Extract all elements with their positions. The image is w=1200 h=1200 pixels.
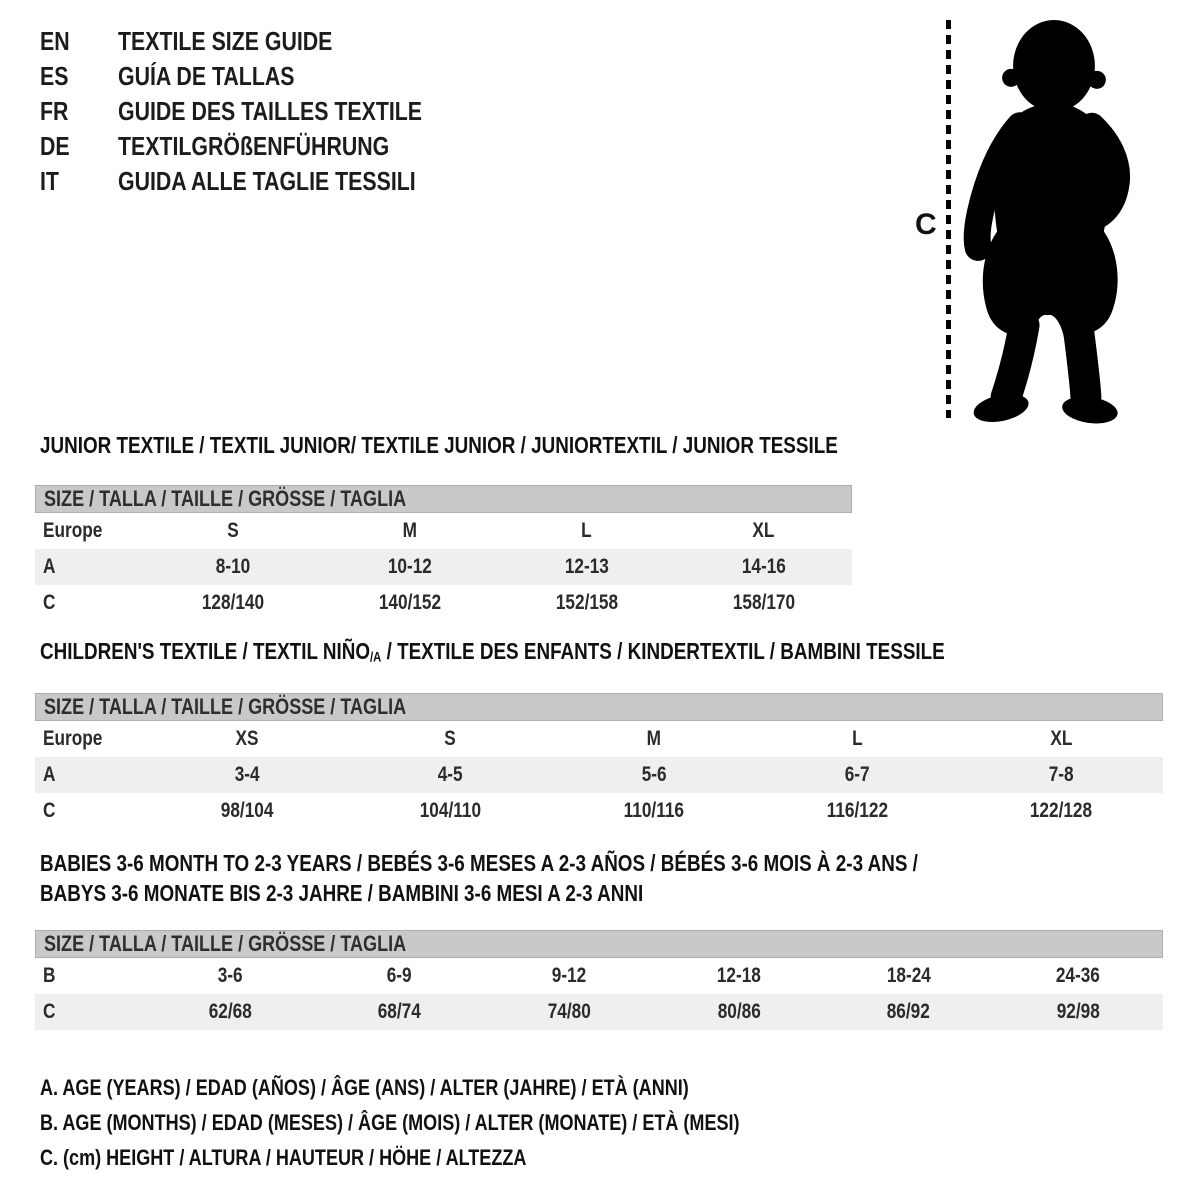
age-cell: 5-6	[641, 763, 667, 786]
age-cell: 4-5	[437, 763, 463, 786]
table-row-age-months	[35, 958, 1163, 994]
size-cell: S	[227, 519, 240, 542]
age-cell: 6-9	[387, 964, 412, 987]
guide-title-en: TEXTILE SIZE GUIDE	[118, 26, 333, 56]
row-label: Europe	[43, 519, 103, 542]
height-cell: 116/122	[826, 799, 889, 822]
age-cell: 12-13	[564, 555, 609, 578]
guide-title-fr: GUIDE DES TAILLES TEXTILE	[118, 96, 423, 126]
guide-title-es: GUÍA DE TALLAS	[118, 61, 295, 91]
height-cell: 122/128	[1030, 799, 1093, 822]
language-title-block	[40, 24, 489, 199]
age-cell: 18-24	[886, 964, 931, 987]
footnote-age-months: B. AGE (MONTHS) / EDAD (MESES) / ÂGE (MOIS) / ALTER (MONATE) / ETÀ (MESI)	[40, 1109, 740, 1135]
size-cell: L	[852, 727, 863, 750]
height-cell: 80/86	[717, 1000, 761, 1023]
table-row-height-cm	[35, 994, 1163, 1030]
row-label: Europe	[43, 727, 103, 750]
language-row-it	[40, 164, 489, 199]
age-cell: 8-10	[216, 555, 251, 578]
language-code: DE	[40, 131, 70, 161]
height-cell: 152/158	[555, 591, 618, 614]
table-row-europe	[35, 513, 852, 549]
row-label: C	[43, 1000, 56, 1023]
language-code: IT	[40, 166, 59, 196]
row-label: C	[43, 591, 56, 614]
height-cell: 98/104	[220, 799, 274, 822]
guide-title-de: TEXTILGRÖßENFÜHRUNG	[118, 131, 390, 161]
age-cell: 3-4	[234, 763, 260, 786]
height-cell: 86/92	[886, 1000, 931, 1023]
height-cell: 158/170	[732, 591, 795, 614]
row-label: A	[43, 555, 56, 578]
guide-title-it: GUIDA ALLE TAGLIE TESSILI	[118, 166, 416, 196]
table-row-age-years	[35, 757, 1163, 793]
language-code: EN	[40, 26, 70, 56]
size-cell: L	[581, 519, 593, 542]
age-cell: 14-16	[741, 555, 786, 578]
age-cell: 7-8	[1048, 763, 1074, 786]
section-title-babies	[35, 848, 1163, 908]
language-code: FR	[40, 96, 69, 126]
size-header-bar-junior: SIZE / TALLA / TAILLE / GRÖSSE / TAGLIA	[35, 485, 852, 513]
age-cell: 6-7	[845, 763, 871, 786]
language-row-en	[40, 24, 489, 59]
height-cell: 140/152	[378, 591, 442, 614]
section-title-children: CHILDREN'S TEXTILE / TEXTIL NIÑO/A / TEXTILE DES ENFANTS / KINDERTEXTIL / BAMBINI TESSILE	[40, 638, 945, 665]
size-cell: M	[646, 727, 662, 750]
size-cell: XS	[235, 727, 259, 750]
table-row-height-cm	[35, 585, 852, 621]
height-measure-dashed-line	[946, 20, 951, 418]
childrens-textile-section	[35, 638, 1163, 829]
row-label: A	[43, 763, 56, 786]
height-cell: 128/140	[202, 591, 265, 614]
language-row-fr	[40, 94, 489, 129]
nino-a-subscript: /A	[370, 649, 382, 665]
junior-textile-section	[35, 432, 852, 621]
size-cell: XL	[1050, 727, 1073, 750]
age-cell: 9-12	[551, 964, 587, 987]
footnote-age-years: A. AGE (YEARS) / EDAD (AÑOS) / ÂGE (ANS) / ALTER (JAHRE) / ETÀ (ANNI)	[40, 1074, 689, 1100]
legend-footnotes	[40, 1070, 893, 1175]
height-cell: 68/74	[377, 1000, 422, 1023]
babies-textile-section	[35, 848, 1163, 1030]
language-row-es	[40, 59, 489, 94]
babies-title-line1: BABIES 3-6 MONTH TO 2-3 YEARS / BEBÉS 3-6 MESES A 2-3 AÑOS / BÉBÉS 3-6 MOIS À 2-3 ANS /	[40, 850, 918, 876]
size-cell: M	[402, 519, 418, 542]
age-cell: 3-6	[217, 964, 243, 987]
age-cell: 10-12	[388, 555, 433, 578]
table-row-age-years	[35, 549, 852, 585]
toddler-silhouette	[962, 18, 1137, 422]
footnote-height-cm: C. (cm) HEIGHT / ALTURA / HAUTEUR / HÖHE / ALTEZZA	[40, 1144, 527, 1170]
age-cell: 12-18	[716, 964, 761, 987]
row-label: B	[43, 964, 56, 987]
height-cell: 110/116	[623, 799, 685, 822]
height-measure-label: C	[915, 208, 937, 241]
size-cell: XL	[752, 519, 775, 542]
babies-title-line2: BABYS 3-6 MONATE BIS 2-3 JAHRE / BAMBINI 3-6 MESI A 2-3 ANNI	[40, 880, 644, 906]
height-cell: 74/80	[547, 1000, 591, 1023]
table-row-europe	[35, 721, 1163, 757]
age-cell: 24-36	[1056, 964, 1101, 987]
size-header-bar-children: SIZE / TALLA / TAILLE / GRÖSSE / TAGLIA	[35, 693, 1163, 721]
height-cell: 92/98	[1056, 1000, 1100, 1023]
row-label: C	[43, 799, 56, 822]
section-title-junior: JUNIOR TEXTILE / TEXTIL JUNIOR/ TEXTILE JUNIOR / JUNIORTEXTIL / JUNIOR TESSILE	[40, 432, 838, 458]
size-cell: S	[444, 727, 457, 750]
height-cell: 62/68	[208, 1000, 252, 1023]
size-header-bar-babies: SIZE / TALLA / TAILLE / GRÖSSE / TAGLIA	[35, 930, 1163, 958]
language-row-de	[40, 129, 489, 164]
height-figure-area	[900, 0, 1160, 430]
height-cell: 104/110	[419, 799, 482, 822]
table-row-height-cm	[35, 793, 1163, 829]
language-code: ES	[40, 61, 69, 91]
